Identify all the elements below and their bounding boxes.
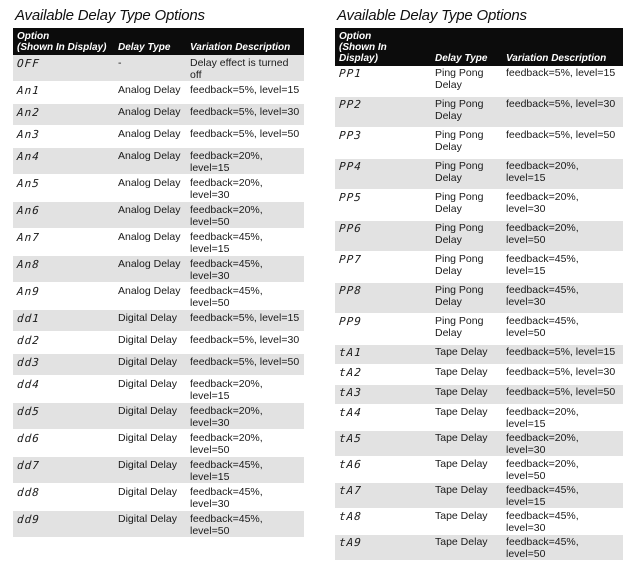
variation-description-cell	[502, 190, 623, 221]
variation-description-text: feedback=20%, level=30	[506, 432, 579, 456]
table-row	[335, 97, 623, 128]
variation-description-cell	[186, 310, 304, 332]
delay-type-cell	[114, 332, 186, 354]
variation-description-cell	[502, 365, 623, 385]
left-delay-table	[13, 28, 304, 538]
right-header-option-line2: (Shown In Display)	[339, 42, 387, 64]
table-row	[13, 457, 304, 484]
table-row	[335, 365, 623, 385]
option-code-cell	[335, 405, 431, 431]
option-code-cell	[335, 345, 431, 365]
delay-type-cell	[431, 97, 502, 128]
variation-description-cell	[502, 283, 623, 314]
option-code-text: tA5	[338, 432, 363, 445]
left-header-desc: Variation Description	[186, 28, 304, 55]
variation-description-text: feedback=20%, level=30	[190, 177, 263, 201]
delay-type-cell	[431, 252, 502, 283]
delay-type-cell	[431, 159, 502, 190]
delay-type-text: Tape Delay	[435, 386, 488, 398]
option-code-cell	[335, 190, 431, 221]
delay-type-cell	[114, 430, 186, 457]
table-row	[335, 509, 623, 535]
variation-description-cell	[502, 66, 623, 97]
delay-type-cell	[114, 484, 186, 511]
option-code-text: tA1	[338, 346, 363, 359]
delay-type-cell	[114, 283, 186, 310]
variation-description-cell	[502, 457, 623, 483]
left-header-option	[13, 28, 114, 55]
delay-type-text: Tape Delay	[435, 346, 488, 358]
option-code-text: PP1	[338, 67, 363, 80]
delay-type-text: Analog Delay	[118, 128, 181, 140]
option-code-text: dd4	[16, 378, 41, 391]
table-row	[13, 202, 304, 229]
variation-description-text: feedback=5%, level=30	[190, 334, 300, 346]
table-row	[335, 483, 623, 509]
variation-description-text: feedback=20%, level=50	[190, 204, 263, 228]
option-code-text: An9	[16, 285, 41, 298]
option-code-text: dd9	[16, 513, 41, 526]
variation-description-cell	[186, 202, 304, 229]
table-row	[13, 332, 304, 354]
delay-type-text: Ping Pong Delay	[435, 315, 484, 339]
delay-type-cell	[114, 511, 186, 538]
option-code-text: PP9	[338, 315, 363, 328]
variation-description-cell	[186, 229, 304, 256]
delay-type-text: Digital Delay	[118, 513, 177, 525]
delay-type-text: Analog Delay	[118, 84, 181, 96]
table-row	[13, 403, 304, 430]
delay-type-cell	[431, 345, 502, 365]
delay-type-text: Analog Delay	[118, 258, 181, 270]
right-header-row	[335, 28, 623, 66]
option-code-cell	[13, 332, 114, 354]
delay-type-cell	[431, 128, 502, 159]
variation-description-cell	[186, 457, 304, 484]
variation-description-text: feedback=45%, level=30	[190, 258, 263, 282]
table-row	[335, 128, 623, 159]
option-code-text: An5	[16, 177, 41, 190]
delay-type-cell	[431, 221, 502, 252]
delay-type-cell	[114, 229, 186, 256]
table-row	[335, 431, 623, 457]
variation-description-text: feedback=45%, level=50	[190, 285, 263, 309]
delay-type-cell	[431, 365, 502, 385]
delay-type-text: Tape Delay	[435, 510, 488, 522]
option-code-text: tA3	[338, 386, 363, 399]
right-options-panel	[335, 6, 623, 561]
variation-description-text: feedback=5%, level=15	[190, 312, 300, 324]
delay-type-text: Digital Delay	[118, 459, 177, 471]
delay-type-cell	[431, 483, 502, 509]
variation-description-text: feedback=20%, level=15	[190, 378, 263, 402]
delay-type-cell	[431, 385, 502, 405]
option-code-cell	[13, 55, 114, 82]
option-code-text: tA8	[338, 510, 363, 523]
delay-type-cell	[114, 403, 186, 430]
option-code-cell	[335, 128, 431, 159]
delay-type-cell	[114, 104, 186, 126]
table-row	[335, 283, 623, 314]
table-row	[335, 457, 623, 483]
variation-description-text: feedback=45%, level=30	[190, 486, 263, 510]
table-row	[13, 126, 304, 148]
option-code-cell	[13, 354, 114, 376]
option-code-cell	[335, 535, 431, 561]
table-row	[13, 283, 304, 310]
option-code-cell	[335, 457, 431, 483]
option-code-text: tA6	[338, 458, 363, 471]
option-code-cell	[335, 314, 431, 345]
table-row	[13, 175, 304, 202]
table-row	[335, 405, 623, 431]
left-header-type: Delay Type	[114, 28, 186, 55]
option-code-text: An4	[16, 150, 41, 163]
delay-type-cell	[114, 175, 186, 202]
table-row	[335, 345, 623, 365]
delay-type-text: Digital Delay	[118, 312, 177, 324]
variation-description-text: feedback=45%, level=50	[190, 513, 263, 537]
delay-type-text: Ping Pong Delay	[435, 284, 484, 308]
table-row	[13, 148, 304, 175]
table-row	[335, 66, 623, 97]
option-code-text: dd5	[16, 405, 41, 418]
variation-description-text: feedback=5%, level=50	[190, 128, 300, 140]
delay-type-cell	[114, 126, 186, 148]
option-code-cell	[13, 484, 114, 511]
variation-description-cell	[186, 126, 304, 148]
right-table-title: Available Delay Type Options	[337, 7, 527, 24]
right-header-option-line1: Option	[339, 31, 372, 42]
option-code-text: An2	[16, 106, 41, 119]
variation-description-cell	[186, 484, 304, 511]
delay-type-cell	[114, 55, 186, 82]
option-code-text: PP5	[338, 191, 363, 204]
delay-type-text: Analog Delay	[118, 231, 181, 243]
option-code-text: PP3	[338, 129, 363, 142]
delay-type-cell	[431, 509, 502, 535]
left-table-body	[13, 55, 304, 538]
option-code-text: dd2	[16, 334, 41, 347]
table-row	[335, 314, 623, 345]
delay-type-text: Tape Delay	[435, 458, 488, 470]
table-row	[13, 82, 304, 104]
table-row	[335, 159, 623, 190]
left-options-panel	[13, 6, 304, 538]
table-row	[13, 256, 304, 283]
variation-description-cell	[186, 354, 304, 376]
variation-description-text: feedback=20%, level=15	[506, 160, 579, 184]
table-row	[13, 376, 304, 403]
option-code-text: dd7	[16, 459, 41, 472]
delay-type-text: Analog Delay	[118, 106, 181, 118]
variation-description-cell	[502, 128, 623, 159]
delay-type-cell	[114, 256, 186, 283]
option-code-text: dd6	[16, 432, 41, 445]
table-row	[13, 310, 304, 332]
variation-description-text: feedback=20%, level=15	[506, 406, 579, 430]
variation-description-text: feedback=45%, level=50	[506, 536, 579, 560]
delay-type-text: Ping Pong Delay	[435, 129, 484, 153]
variation-description-text: feedback=5%, level=50	[506, 129, 616, 141]
option-code-text: tA7	[338, 484, 363, 497]
variation-description-cell	[186, 55, 304, 82]
variation-description-text: feedback=5%, level=50	[506, 386, 616, 398]
option-code-cell	[335, 221, 431, 252]
option-code-cell	[13, 430, 114, 457]
variation-description-text: feedback=45%, level=50	[506, 315, 579, 339]
option-code-cell	[335, 283, 431, 314]
delay-type-text: -	[118, 57, 122, 69]
right-header-desc: Variation Description	[502, 28, 623, 66]
table-row	[335, 385, 623, 405]
delay-type-text: Ping Pong Delay	[435, 67, 484, 91]
variation-description-cell	[502, 345, 623, 365]
delay-type-text: Tape Delay	[435, 366, 488, 378]
delay-type-text: Digital Delay	[118, 405, 177, 417]
option-code-text: PP2	[338, 98, 363, 111]
delay-type-cell	[114, 354, 186, 376]
left-table-title: Available Delay Type Options	[15, 7, 205, 24]
variation-description-text: feedback=5%, level=15	[506, 346, 616, 358]
delay-type-text: Analog Delay	[118, 177, 181, 189]
option-code-cell	[13, 126, 114, 148]
delay-type-cell	[431, 314, 502, 345]
delay-type-cell	[431, 66, 502, 97]
option-code-text: PP8	[338, 284, 363, 297]
delay-type-text: Ping Pong Delay	[435, 253, 484, 277]
delay-type-cell	[114, 148, 186, 175]
delay-type-text: Digital Delay	[118, 334, 177, 346]
option-code-cell	[335, 385, 431, 405]
variation-description-text: feedback=45%, level=15	[190, 231, 263, 255]
option-code-cell	[13, 511, 114, 538]
option-code-cell	[335, 252, 431, 283]
delay-type-text: Analog Delay	[118, 204, 181, 216]
variation-description-cell	[186, 256, 304, 283]
variation-description-cell	[502, 509, 623, 535]
option-code-text: PP4	[338, 160, 363, 173]
right-header-type: Delay Type	[431, 28, 502, 66]
option-code-text: tA4	[338, 406, 363, 419]
option-code-cell	[13, 283, 114, 310]
left-header-option-line1: Option	[17, 31, 50, 42]
option-code-cell	[335, 431, 431, 457]
variation-description-text: feedback=45%, level=15	[506, 484, 579, 508]
table-row	[13, 354, 304, 376]
delay-type-text: Ping Pong Delay	[435, 222, 484, 246]
variation-description-cell	[186, 376, 304, 403]
option-code-cell	[13, 104, 114, 126]
option-code-text: PP6	[338, 222, 363, 235]
option-code-cell	[335, 365, 431, 385]
option-code-cell	[13, 175, 114, 202]
variation-description-cell	[186, 283, 304, 310]
table-row	[335, 252, 623, 283]
delay-type-text: Digital Delay	[118, 486, 177, 498]
variation-description-text: feedback=45%, level=30	[506, 284, 579, 308]
delay-type-cell	[431, 535, 502, 561]
variation-description-text: feedback=20%, level=50	[506, 222, 579, 246]
option-code-text: tA9	[338, 536, 363, 549]
option-code-cell	[13, 202, 114, 229]
option-code-cell	[335, 509, 431, 535]
variation-description-cell	[502, 252, 623, 283]
variation-description-text: feedback=45%, level=15	[506, 253, 579, 277]
variation-description-text: feedback=5%, level=50	[190, 356, 300, 368]
table-row	[13, 430, 304, 457]
option-code-text: PP7	[338, 253, 363, 266]
delay-type-text: Digital Delay	[118, 378, 177, 390]
variation-description-text: feedback=20%, level=15	[190, 150, 263, 174]
delay-type-cell	[114, 310, 186, 332]
option-code-cell	[13, 457, 114, 484]
delay-type-text: Digital Delay	[118, 432, 177, 444]
option-code-text: An6	[16, 204, 41, 217]
option-code-cell	[335, 66, 431, 97]
option-code-cell	[13, 403, 114, 430]
option-code-cell	[335, 483, 431, 509]
variation-description-cell	[502, 431, 623, 457]
delay-type-text: Ping Pong Delay	[435, 98, 484, 122]
variation-description-cell	[502, 159, 623, 190]
variation-description-text: feedback=45%, level=30	[506, 510, 579, 534]
delay-type-cell	[114, 202, 186, 229]
delay-type-text: Analog Delay	[118, 285, 181, 297]
option-code-cell	[13, 82, 114, 104]
option-code-text: dd1	[16, 312, 41, 325]
delay-type-cell	[431, 405, 502, 431]
delay-type-text: Digital Delay	[118, 356, 177, 368]
option-code-cell	[335, 159, 431, 190]
variation-description-text: feedback=5%, level=15	[190, 84, 300, 96]
option-code-text: An1	[16, 84, 41, 97]
right-header-option	[335, 28, 431, 66]
right-delay-table	[335, 28, 623, 561]
option-code-cell	[335, 97, 431, 128]
left-header-row	[13, 28, 304, 55]
variation-description-cell	[186, 332, 304, 354]
variation-description-cell	[186, 104, 304, 126]
variation-description-cell	[502, 535, 623, 561]
variation-description-cell	[186, 511, 304, 538]
delay-type-text: Tape Delay	[435, 484, 488, 496]
table-row	[335, 190, 623, 221]
delay-type-cell	[114, 457, 186, 484]
variation-description-cell	[186, 175, 304, 202]
option-code-text: An7	[16, 231, 41, 244]
delay-type-text: Analog Delay	[118, 150, 181, 162]
option-code-cell	[13, 310, 114, 332]
option-code-text: An3	[16, 128, 41, 141]
variation-description-cell	[186, 148, 304, 175]
variation-description-cell	[186, 430, 304, 457]
option-code-cell	[13, 229, 114, 256]
delay-type-text: Ping Pong Delay	[435, 160, 484, 184]
delay-type-cell	[431, 190, 502, 221]
variation-description-text: Delay effect is turned off	[190, 57, 289, 81]
variation-description-cell	[502, 405, 623, 431]
table-row	[13, 484, 304, 511]
table-row	[335, 535, 623, 561]
right-table-body	[335, 66, 623, 561]
delay-type-cell	[114, 376, 186, 403]
option-code-text: dd3	[16, 356, 41, 369]
variation-description-text: feedback=5%, level=30	[506, 98, 616, 110]
variation-description-text: feedback=20%, level=30	[190, 405, 263, 429]
variation-description-text: feedback=5%, level=30	[506, 366, 616, 378]
table-row	[13, 511, 304, 538]
option-code-text: dd8	[16, 486, 41, 499]
option-code-cell	[13, 148, 114, 175]
variation-description-text: feedback=45%, level=15	[190, 459, 263, 483]
variation-description-cell	[186, 403, 304, 430]
delay-type-cell	[431, 431, 502, 457]
table-row	[13, 55, 304, 82]
variation-description-text: feedback=20%, level=50	[506, 458, 579, 482]
left-header-option-line2: (Shown In Display)	[17, 42, 107, 53]
variation-description-cell	[502, 221, 623, 252]
variation-description-cell	[502, 314, 623, 345]
delay-type-cell	[431, 283, 502, 314]
option-code-cell	[13, 376, 114, 403]
variation-description-text: feedback=20%, level=30	[506, 191, 579, 215]
variation-description-text: feedback=5%, level=15	[506, 67, 616, 79]
delay-type-cell	[431, 457, 502, 483]
delay-type-text: Ping Pong Delay	[435, 191, 484, 215]
variation-description-text: feedback=5%, level=30	[190, 106, 300, 118]
table-row	[13, 229, 304, 256]
option-code-cell	[13, 256, 114, 283]
option-code-text: tA2	[338, 366, 363, 379]
variation-description-text: feedback=20%, level=50	[190, 432, 263, 456]
variation-description-cell	[502, 385, 623, 405]
delay-type-text: Tape Delay	[435, 406, 488, 418]
table-row	[13, 104, 304, 126]
variation-description-cell	[502, 97, 623, 128]
delay-type-text: Tape Delay	[435, 536, 488, 548]
delay-type-cell	[114, 82, 186, 104]
variation-description-cell	[502, 483, 623, 509]
delay-type-text: Tape Delay	[435, 432, 488, 444]
variation-description-cell	[186, 82, 304, 104]
option-code-text: OFF	[16, 57, 41, 70]
option-code-text: An8	[16, 258, 41, 271]
table-row	[335, 221, 623, 252]
